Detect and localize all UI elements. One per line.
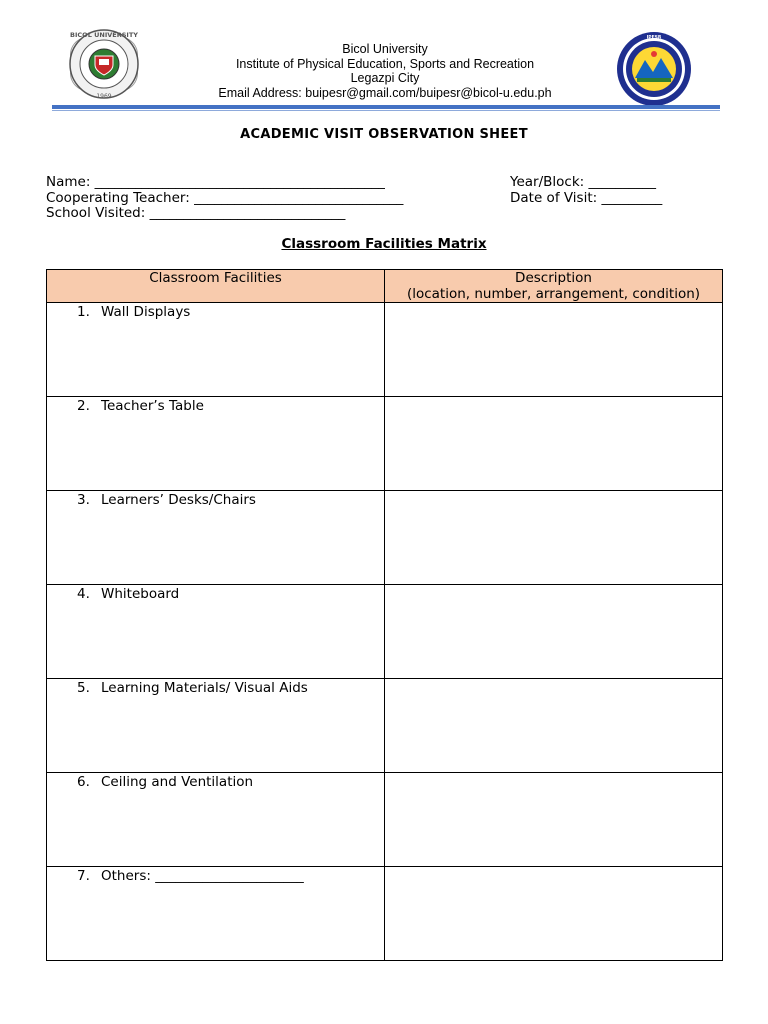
description-cell[interactable] [385,773,723,867]
svg-text:1969: 1969 [96,93,112,100]
table-row [47,491,723,585]
header-rule-thin [52,110,720,111]
item-label: Whiteboard [101,586,180,602]
facility-cell [47,867,385,961]
description-cell[interactable] [385,679,723,773]
item-label: Wall Displays [101,304,191,320]
item-number: 7. [77,868,90,884]
description-cell[interactable] [385,867,723,961]
bicol-university-seal-logo [64,24,144,104]
item-number: 3. [77,492,90,508]
header-classroom-facilities: Classroom Facilities [47,270,385,303]
description-cell[interactable] [385,397,723,491]
item-label: Teacher’s Table [101,398,204,414]
matrix-title: Classroom Facilities Matrix [281,236,487,252]
name-field: Name: ___________________________________________ [46,174,385,190]
table-row [47,303,723,397]
facility-cell [47,679,385,773]
institution-header [180,42,590,100]
table-row [47,867,723,961]
item-label: Learners’ Desks/Chairs [101,492,256,508]
item-number: 5. [77,680,90,696]
item-number: 2. [77,398,90,414]
document-title: ACADEMIC VISIT OBSERVATION SHEET [240,127,528,142]
description-cell[interactable] [385,585,723,679]
item-number: 4. [77,586,90,602]
table-row [47,679,723,773]
description-cell[interactable] [385,491,723,585]
facility-cell [47,303,385,397]
header-description-title: Description [515,270,592,286]
header-description-detail: (location, number, arrangement, condition) [406,286,701,302]
school-visited-field: School Visited: _____________________________ [46,205,346,221]
item-number: 6. [77,774,90,790]
classroom-facilities-matrix [46,269,723,961]
matrix-header-row [47,270,723,303]
svg-text:IPESR: IPESR [646,35,662,41]
item-number: 1. [77,304,90,320]
email-address: Email Address: buipesr@gmail.com/buipesr@bicol-u.edu.ph [218,85,552,100]
facility-cell [47,585,385,679]
cooperating-teacher-field: Cooperating Teacher: _______________________________ [46,190,404,206]
header-description [385,270,723,303]
svg-text:BICOL UNIVERSITY: BICOL UNIVERSITY [70,31,138,39]
facility-cell [47,397,385,491]
table-row [47,585,723,679]
item-label: Ceiling and Ventilation [101,774,254,790]
table-row [47,773,723,867]
header-rule [52,105,720,109]
facility-cell [47,773,385,867]
description-cell[interactable] [385,303,723,397]
item-label: Others: ______________________ [101,868,304,884]
date-of-visit-field: Date of Visit: _________ [510,190,663,206]
city-name: Legazpi City [350,71,420,85]
year-block-field: Year/Block: __________ [510,174,656,190]
institute-name: Institute of Physical Education, Sports and Recreation [235,56,535,71]
ipesr-seal-logo [615,30,693,108]
item-label: Learning Materials/ Visual Aids [101,680,308,696]
table-row [47,397,723,491]
university-name: Bicol University [342,42,428,56]
facility-cell [47,491,385,585]
